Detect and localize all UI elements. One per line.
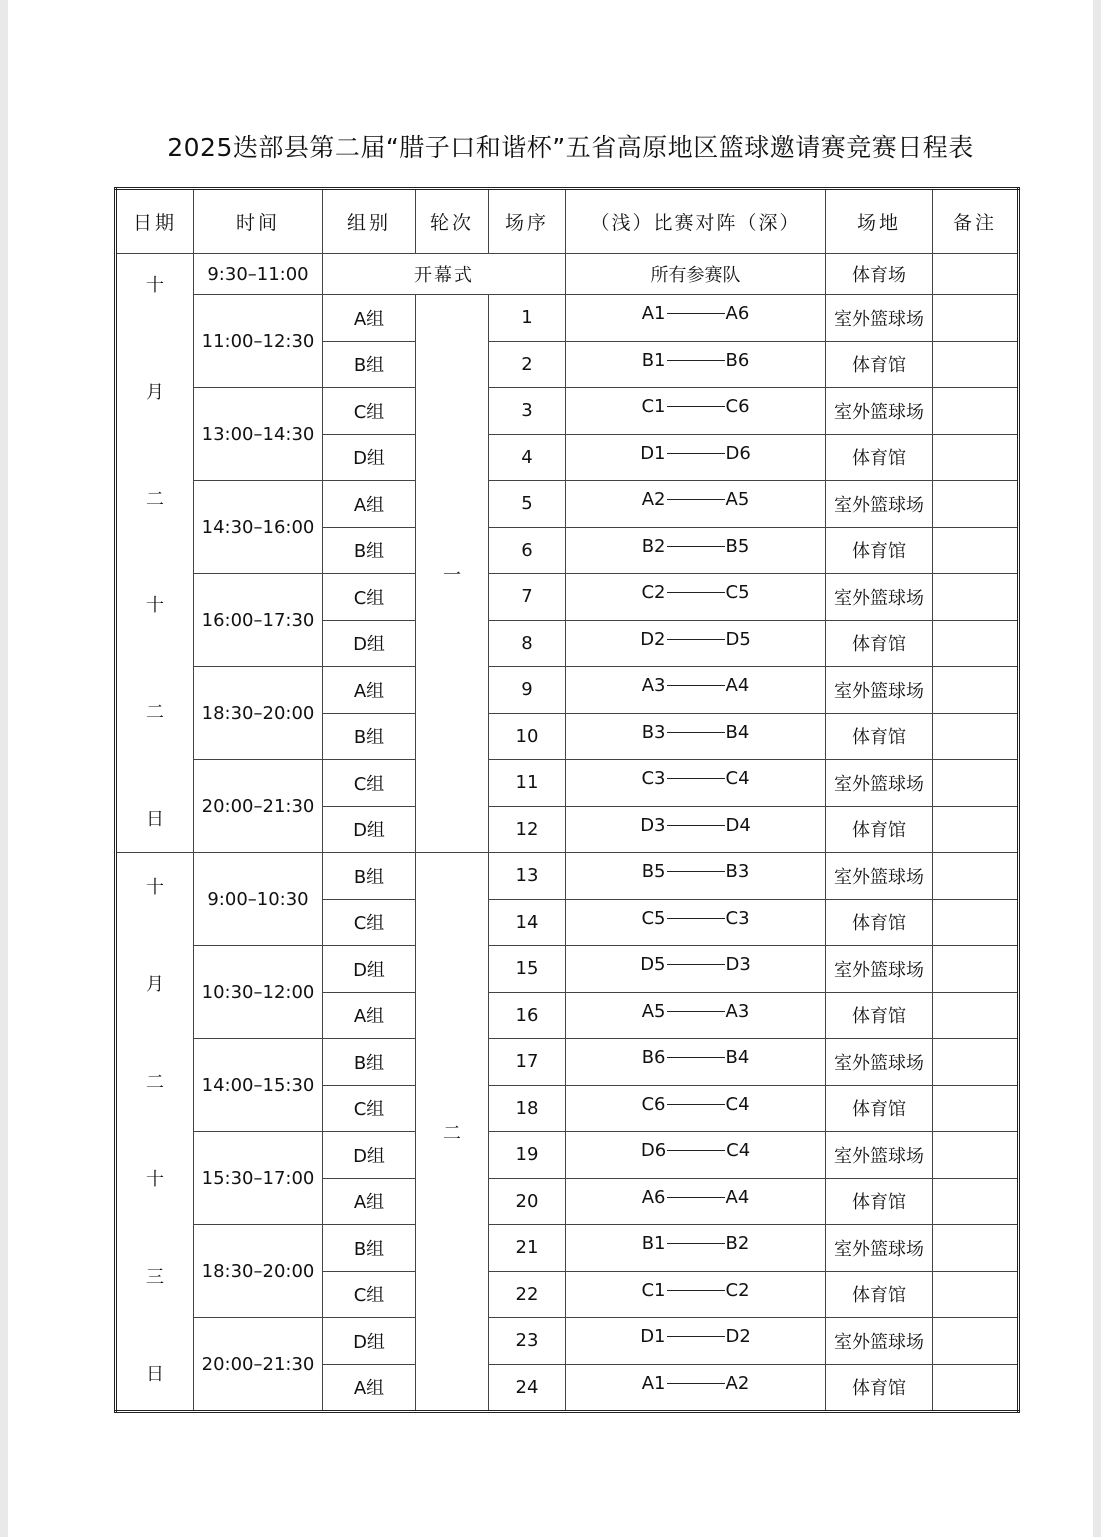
date-text <box>117 876 193 1386</box>
matchup-cell <box>566 1039 826 1086</box>
date-char: 日 <box>146 809 164 831</box>
date-char: 二 <box>146 488 164 510</box>
home-team: A3 <box>641 675 666 697</box>
away-team: D3 <box>725 954 751 976</box>
venue-cell: 室外篮球场 <box>826 1132 933 1179</box>
home-team: C3 <box>641 768 666 790</box>
home-team: A6 <box>641 1186 666 1208</box>
home-team: C1 <box>641 396 666 418</box>
away-team: C4 <box>726 1140 751 1162</box>
versus-line <box>667 1057 725 1058</box>
home-team: A5 <box>641 1000 666 1022</box>
group-cell: A组 <box>323 481 416 528</box>
matchup-cell <box>566 1132 826 1179</box>
matchup-cell <box>566 388 826 435</box>
time-slot: 15:30–17:00 <box>194 1132 323 1225</box>
away-team: C5 <box>725 582 750 604</box>
matchup-cell <box>566 295 826 342</box>
time-slot: 16:00–17:30 <box>194 574 323 667</box>
group-cell: C组 <box>323 899 416 946</box>
versus-line <box>667 1150 725 1151</box>
opening-label: 开幕式 <box>323 254 566 295</box>
remarks-cell <box>933 1178 1019 1225</box>
versus-line <box>667 732 725 733</box>
matchup <box>641 396 749 417</box>
home-team: B3 <box>641 721 666 743</box>
game-row <box>116 388 1019 435</box>
venue-cell: 室外篮球场 <box>826 853 933 900</box>
venue-cell: 室外篮球场 <box>826 667 933 714</box>
versus-line <box>667 499 725 500</box>
header-time: 时间 <box>194 189 323 254</box>
home-team: B6 <box>641 1047 666 1069</box>
venue-cell: 室外篮球场 <box>826 481 933 528</box>
remarks-cell <box>933 1085 1019 1132</box>
group-cell: A组 <box>323 1364 416 1412</box>
opening-teams: 所有参赛队 <box>566 254 826 295</box>
remarks-cell <box>933 1132 1019 1179</box>
matchup-cell <box>566 1318 826 1365</box>
venue-cell: 室外篮球场 <box>826 388 933 435</box>
versus-line <box>667 639 725 640</box>
venue-cell: 体育馆 <box>826 434 933 481</box>
matchup-cell <box>566 899 826 946</box>
game-number: 5 <box>489 481 566 528</box>
home-team: D1 <box>640 1326 666 1348</box>
away-team: D5 <box>725 628 751 650</box>
matchup-cell <box>566 946 826 993</box>
matchup <box>641 1140 750 1161</box>
matchup-cell <box>566 992 826 1039</box>
venue-cell: 体育馆 <box>826 527 933 574</box>
date-char: 十 <box>146 876 164 898</box>
remarks-cell <box>933 713 1019 760</box>
matchup <box>642 303 750 324</box>
game-number: 3 <box>489 388 566 435</box>
time-slot: 13:00–14:30 <box>194 388 323 481</box>
game-row <box>116 1039 1019 1086</box>
remarks-cell <box>933 946 1019 993</box>
remarks-cell <box>933 667 1019 714</box>
group-cell: C组 <box>323 574 416 621</box>
group-cell: A组 <box>323 667 416 714</box>
matchup <box>640 815 751 836</box>
versus-line <box>667 778 725 779</box>
away-team: C2 <box>725 1279 750 1301</box>
time-slot: 14:00–15:30 <box>194 1039 323 1132</box>
matchup <box>640 1326 751 1347</box>
matchup-cell <box>566 434 826 481</box>
group-cell: D组 <box>323 806 416 853</box>
remarks-cell <box>933 760 1019 807</box>
matchup-cell <box>566 713 826 760</box>
game-number: 8 <box>489 620 566 667</box>
game-row <box>116 946 1019 993</box>
home-team: D6 <box>640 1140 667 1162</box>
group-cell: A组 <box>323 1178 416 1225</box>
game-number: 18 <box>489 1085 566 1132</box>
remarks-cell <box>933 388 1019 435</box>
matchup-cell <box>566 481 826 528</box>
versus-line <box>667 685 725 686</box>
time-slot: 18:30–20:00 <box>194 667 323 760</box>
matchup-cell <box>566 853 826 900</box>
group-cell: B组 <box>323 1039 416 1086</box>
home-team: B2 <box>641 535 666 557</box>
versus-line <box>667 1197 725 1198</box>
group-cell: D组 <box>323 434 416 481</box>
game-number: 10 <box>489 713 566 760</box>
opening-venue: 体育场 <box>826 254 933 295</box>
away-team: A5 <box>725 489 750 511</box>
matchup <box>642 1001 750 1022</box>
remarks-cell <box>933 899 1019 946</box>
group-cell: D组 <box>323 1132 416 1179</box>
time-slot: 11:00–12:30 <box>194 295 323 388</box>
venue-cell: 室外篮球场 <box>826 1225 933 1272</box>
game-row <box>116 853 1019 900</box>
versus-line <box>667 406 725 407</box>
remarks-cell <box>933 1271 1019 1318</box>
venue-cell: 体育馆 <box>826 1085 933 1132</box>
game-number: 4 <box>489 434 566 481</box>
matchup-cell <box>566 667 826 714</box>
versus-line <box>667 592 725 593</box>
header-game-number: 场序 <box>489 189 566 254</box>
home-team: A2 <box>641 489 666 511</box>
home-team: C1 <box>641 1279 666 1301</box>
versus-line <box>667 313 725 314</box>
date-char: 十 <box>146 274 164 296</box>
matchup <box>642 722 750 743</box>
matchup <box>642 350 750 371</box>
header-remarks: 备注 <box>933 189 1019 254</box>
date-cell <box>116 254 194 853</box>
remarks-cell <box>933 434 1019 481</box>
away-team: B2 <box>725 1233 750 1255</box>
away-team: B4 <box>725 1047 750 1069</box>
matchup <box>642 861 750 882</box>
matchup <box>642 536 750 557</box>
away-team: A4 <box>725 1186 750 1208</box>
remarks-cell <box>933 620 1019 667</box>
versus-line <box>667 1243 725 1244</box>
versus-line <box>667 1104 725 1105</box>
home-team: B1 <box>641 1233 666 1255</box>
group-cell: B组 <box>323 713 416 760</box>
game-number: 1 <box>489 295 566 342</box>
date-char: 日 <box>146 1364 164 1386</box>
matchup <box>641 1280 749 1301</box>
remarks-cell <box>933 1225 1019 1272</box>
versus-line <box>667 1290 725 1291</box>
venue-cell: 室外篮球场 <box>826 1318 933 1365</box>
header-row <box>116 189 1019 254</box>
matchup-cell <box>566 1178 826 1225</box>
game-number: 19 <box>489 1132 566 1179</box>
venue-cell: 室外篮球场 <box>826 946 933 993</box>
matchup-cell <box>566 1364 826 1412</box>
versus-line <box>667 825 725 826</box>
remarks-cell <box>933 806 1019 853</box>
game-number: 12 <box>489 806 566 853</box>
opening-time: 9:30–11:00 <box>194 254 323 295</box>
header-group: 组别 <box>323 189 416 254</box>
versus-line <box>667 453 725 454</box>
away-team: A2 <box>725 1372 750 1394</box>
remarks-cell <box>933 481 1019 528</box>
matchup <box>642 1373 750 1394</box>
matchup <box>642 1233 750 1254</box>
home-team: C6 <box>641 1093 666 1115</box>
game-number: 13 <box>489 853 566 900</box>
matchup <box>642 1187 750 1208</box>
matchup-cell <box>566 574 826 621</box>
away-team: D6 <box>725 442 751 464</box>
versus-line <box>667 1011 725 1012</box>
game-row <box>116 667 1019 714</box>
time-slot: 10:30–12:00 <box>194 946 323 1039</box>
schedule-table <box>114 187 1020 1413</box>
page-title: 2025迭部县第二届“腊子口和谐杯”五省高原地区篮球邀请赛竞赛日程表 <box>167 133 974 162</box>
group-cell: B组 <box>323 341 416 388</box>
away-team: B5 <box>725 535 750 557</box>
matchup-cell <box>566 1271 826 1318</box>
home-team: A1 <box>641 303 666 325</box>
home-team: B1 <box>641 349 666 371</box>
matchup-cell <box>566 527 826 574</box>
group-cell: C组 <box>323 388 416 435</box>
group-cell: B组 <box>323 853 416 900</box>
matchup-cell <box>566 806 826 853</box>
matchup <box>642 489 750 510</box>
versus-line <box>667 1383 725 1384</box>
game-number: 23 <box>489 1318 566 1365</box>
venue-cell: 体育馆 <box>826 620 933 667</box>
matchup-cell <box>566 1085 826 1132</box>
group-cell: D组 <box>323 946 416 993</box>
header-date: 日期 <box>116 189 194 254</box>
home-team: D5 <box>640 954 666 976</box>
date-char: 月 <box>146 974 164 996</box>
game-number: 11 <box>489 760 566 807</box>
group-cell: B组 <box>323 1225 416 1272</box>
away-team: A3 <box>725 1000 750 1022</box>
home-team: D2 <box>640 628 666 650</box>
venue-cell: 室外篮球场 <box>826 760 933 807</box>
group-cell: C组 <box>323 1085 416 1132</box>
away-team: C3 <box>725 907 750 929</box>
game-number: 16 <box>489 992 566 1039</box>
game-row <box>116 574 1019 621</box>
matchup <box>642 1047 750 1068</box>
header-matchup: （浅）比赛对阵（深） <box>566 189 826 254</box>
matchup-cell <box>566 760 826 807</box>
matchup-cell <box>566 620 826 667</box>
game-number: 17 <box>489 1039 566 1086</box>
remarks-cell <box>933 1364 1019 1412</box>
versus-line <box>667 1336 725 1337</box>
home-team: A1 <box>641 1372 666 1394</box>
game-number: 6 <box>489 527 566 574</box>
away-team: A4 <box>725 675 750 697</box>
versus-line <box>667 871 725 872</box>
away-team: D2 <box>725 1326 751 1348</box>
game-number: 15 <box>489 946 566 993</box>
home-team: C2 <box>641 582 666 604</box>
versus-line <box>667 964 725 965</box>
venue-cell: 体育馆 <box>826 992 933 1039</box>
game-row <box>116 481 1019 528</box>
away-team: A6 <box>725 303 750 325</box>
game-number: 21 <box>489 1225 566 1272</box>
date-char: 二 <box>146 702 164 724</box>
venue-cell: 室外篮球场 <box>826 574 933 621</box>
date-char: 三 <box>146 1266 164 1288</box>
game-number: 2 <box>489 341 566 388</box>
date-cell <box>116 853 194 1412</box>
remarks-cell <box>933 992 1019 1039</box>
away-team: D4 <box>725 814 751 836</box>
group-cell: B组 <box>323 527 416 574</box>
round-cell: 二 <box>416 853 489 1412</box>
venue-cell: 体育馆 <box>826 1271 933 1318</box>
matchup <box>640 954 751 975</box>
time-slot: 18:30–20:00 <box>194 1225 323 1318</box>
game-row <box>116 295 1019 342</box>
matchup <box>640 629 751 650</box>
date-char: 月 <box>146 381 164 403</box>
versus-line <box>667 546 725 547</box>
date-text <box>117 274 193 831</box>
home-team: D1 <box>640 442 666 464</box>
venue-cell: 体育馆 <box>826 713 933 760</box>
matchup <box>640 443 751 464</box>
game-row <box>116 1132 1019 1179</box>
group-cell: A组 <box>323 295 416 342</box>
date-char: 二 <box>146 1071 164 1093</box>
home-team: D3 <box>640 814 666 836</box>
matchup <box>641 768 749 789</box>
game-number: 20 <box>489 1178 566 1225</box>
remarks-cell <box>933 295 1019 342</box>
game-row <box>116 1318 1019 1365</box>
home-team: C5 <box>641 907 666 929</box>
header-round: 轮次 <box>416 189 489 254</box>
matchup <box>641 908 749 929</box>
away-team: C4 <box>725 768 750 790</box>
venue-cell: 体育馆 <box>826 899 933 946</box>
remarks-cell <box>933 1318 1019 1365</box>
header-venue: 场地 <box>826 189 933 254</box>
time-slot: 20:00–21:30 <box>194 760 323 853</box>
time-slot: 9:00–10:30 <box>194 853 323 946</box>
date-char: 十 <box>146 1169 164 1191</box>
matchup <box>641 1094 749 1115</box>
time-slot: 20:00–21:30 <box>194 1318 323 1412</box>
home-team: B5 <box>641 861 666 883</box>
time-slot: 14:30–16:00 <box>194 481 323 574</box>
matchup <box>642 675 750 696</box>
game-number: 22 <box>489 1271 566 1318</box>
matchup-cell <box>566 341 826 388</box>
game-number: 14 <box>489 899 566 946</box>
game-row <box>116 760 1019 807</box>
venue-cell: 体育馆 <box>826 1364 933 1412</box>
venue-cell: 体育馆 <box>826 341 933 388</box>
round-cell: 一 <box>416 295 489 853</box>
game-number: 24 <box>489 1364 566 1412</box>
date-char: 十 <box>146 595 164 617</box>
away-team: B6 <box>725 349 750 371</box>
game-row <box>116 1225 1019 1272</box>
remarks-cell <box>933 341 1019 388</box>
venue-cell: 体育馆 <box>826 806 933 853</box>
venue-cell: 室外篮球场 <box>826 1039 933 1086</box>
away-team: B4 <box>725 721 750 743</box>
versus-line <box>667 918 725 919</box>
opening-remarks <box>933 254 1019 295</box>
game-number: 9 <box>489 667 566 714</box>
remarks-cell <box>933 1039 1019 1086</box>
matchup <box>641 582 749 603</box>
away-team: B3 <box>725 861 750 883</box>
venue-cell: 室外篮球场 <box>826 295 933 342</box>
opening-row <box>116 254 1019 295</box>
group-cell: D组 <box>323 620 416 667</box>
remarks-cell <box>933 853 1019 900</box>
away-team: C6 <box>725 396 750 418</box>
group-cell: D组 <box>323 1318 416 1365</box>
group-cell: A组 <box>323 992 416 1039</box>
matchup-cell <box>566 1225 826 1272</box>
game-number: 7 <box>489 574 566 621</box>
document-page <box>8 0 1093 1537</box>
away-team: C4 <box>725 1093 750 1115</box>
remarks-cell <box>933 574 1019 621</box>
group-cell: C组 <box>323 1271 416 1318</box>
group-cell: C组 <box>323 760 416 807</box>
versus-line <box>667 360 725 361</box>
remarks-cell <box>933 527 1019 574</box>
venue-cell: 体育馆 <box>826 1178 933 1225</box>
